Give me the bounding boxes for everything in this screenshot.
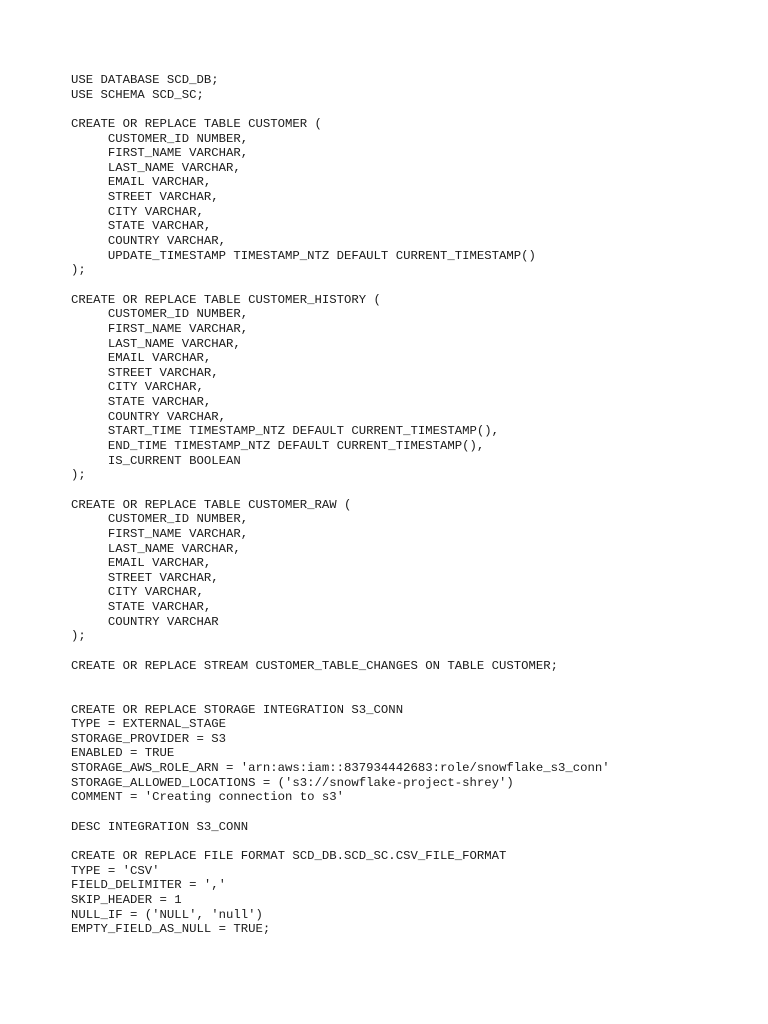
code-line: CUSTOMER_ID NUMBER,	[71, 512, 249, 527]
code-line: CREATE OR REPLACE FILE FORMAT SCD_DB.SCD_SC.CSV_FILE_FORMAT	[71, 848, 507, 863]
code-line: );	[71, 468, 86, 483]
code-line: EMAIL VARCHAR,	[71, 556, 212, 571]
sql-code-block	[71, 73, 610, 937]
code-line: CITY VARCHAR,	[71, 380, 204, 395]
code-line: USE SCHEMA SCD_SC;	[71, 87, 204, 102]
code-line: LAST_NAME VARCHAR,	[71, 160, 241, 175]
code-line: LAST_NAME VARCHAR,	[71, 541, 241, 556]
code-line: STORAGE_PROVIDER = S3	[71, 731, 226, 746]
code-line: FIRST_NAME VARCHAR,	[71, 526, 249, 541]
code-line: CREATE OR REPLACE STORAGE INTEGRATION S3_CONN	[71, 702, 404, 717]
code-line: FIRST_NAME VARCHAR,	[71, 321, 249, 336]
code-line: START_TIME TIMESTAMP_NTZ DEFAULT CURRENT_TIMESTAMP(),	[71, 424, 500, 439]
code-line	[71, 673, 610, 688]
code-line: STATE VARCHAR,	[71, 600, 212, 615]
code-line: TYPE = EXTERNAL_STAGE	[71, 717, 226, 732]
code-line: SKIP_HEADER = 1	[71, 892, 182, 907]
code-line: );	[71, 629, 86, 644]
code-line: COUNTRY VARCHAR	[71, 614, 219, 629]
code-line	[71, 102, 610, 117]
code-line: CUSTOMER_ID NUMBER,	[71, 131, 249, 146]
code-line: STORAGE_ALLOWED_LOCATIONS = ('s3://snowflake-project-shrey')	[71, 775, 514, 790]
code-line: ENABLED = TRUE	[71, 746, 175, 761]
code-line: USE DATABASE SCD_DB;	[71, 73, 219, 87]
code-line: UPDATE_TIMESTAMP TIMESTAMP_NTZ DEFAULT CURRENT_TIMESTAMP()	[71, 248, 536, 263]
code-line: );	[71, 263, 86, 278]
code-line: IS_CURRENT BOOLEAN	[71, 453, 241, 468]
code-line	[71, 834, 610, 849]
code-line: COMMENT = 'Creating connection to s3'	[71, 790, 345, 805]
code-line: CREATE OR REPLACE TABLE CUSTOMER_HISTORY (	[71, 292, 381, 307]
code-line	[71, 278, 610, 293]
code-line: NULL_IF = ('NULL', 'null')	[71, 907, 263, 922]
code-line	[71, 688, 610, 703]
code-line: FIELD_DELIMITER = ','	[71, 878, 226, 893]
code-line: STORAGE_AWS_ROLE_ARN = 'arn:aws:iam::837934442683:role/snowflake_s3_conn'	[71, 761, 610, 776]
code-line: DESC INTEGRATION S3_CONN	[71, 819, 249, 834]
code-line	[71, 805, 610, 820]
code-line: CREATE OR REPLACE TABLE CUSTOMER_RAW (	[71, 497, 352, 512]
code-line: STATE VARCHAR,	[71, 219, 212, 234]
code-line	[71, 644, 610, 659]
code-line: STREET VARCHAR,	[71, 570, 219, 585]
code-line: TYPE = 'CSV'	[71, 863, 160, 878]
code-line: CREATE OR REPLACE STREAM CUSTOMER_TABLE_CHANGES ON TABLE CUSTOMER;	[71, 658, 559, 673]
code-line: EMAIL VARCHAR,	[71, 175, 212, 190]
code-line: STREET VARCHAR,	[71, 365, 219, 380]
code-line: COUNTRY VARCHAR,	[71, 234, 226, 249]
code-line: FIRST_NAME VARCHAR,	[71, 146, 249, 161]
code-line: CUSTOMER_ID NUMBER,	[71, 307, 249, 322]
code-line: CREATE OR REPLACE TABLE CUSTOMER (	[71, 116, 322, 131]
code-line: EMPTY_FIELD_AS_NULL = TRUE;	[71, 922, 271, 937]
code-line: LAST_NAME VARCHAR,	[71, 336, 241, 351]
code-line: STREET VARCHAR,	[71, 190, 219, 205]
code-line: STATE VARCHAR,	[71, 395, 212, 410]
code-line: EMAIL VARCHAR,	[71, 351, 212, 366]
code-line: COUNTRY VARCHAR,	[71, 409, 226, 424]
code-line: END_TIME TIMESTAMP_NTZ DEFAULT CURRENT_TIMESTAMP(),	[71, 439, 485, 454]
code-line	[71, 483, 610, 498]
code-line: CITY VARCHAR,	[71, 204, 204, 219]
code-line: CITY VARCHAR,	[71, 585, 204, 600]
